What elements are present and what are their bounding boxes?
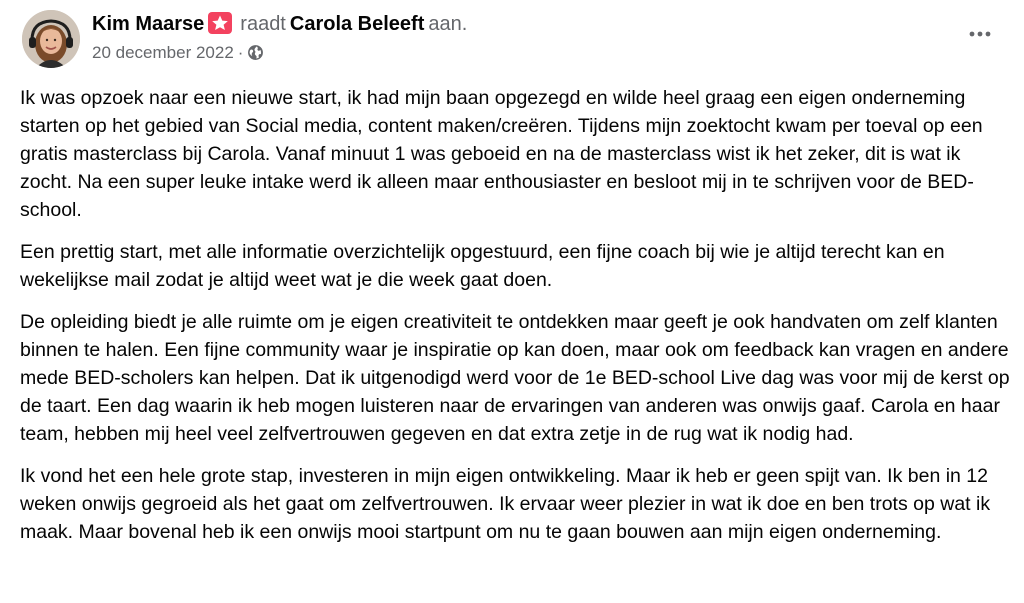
post-meta xyxy=(92,10,467,69)
post-header xyxy=(20,8,1004,72)
author-name[interactable]: Kim Maarse xyxy=(92,13,205,35)
post-subtitle-line xyxy=(92,40,467,69)
post-title-line xyxy=(92,10,467,38)
post-body xyxy=(20,84,1010,560)
recommend-suffix: aan. xyxy=(428,13,468,35)
more-options-icon[interactable] xyxy=(962,20,998,48)
post-paragraph: Ik vond het een hele grote stap, investeren in mijn eigen ontwikkeling. Maar ik heb er geen spijt van. Ik ben in 12 weken onwijs gegroeid als het gaat om zelfvertrouwen. Ik ervaar weer plezier in wat ik doe en ben trots op wat ik maak. Maar bovenal heb ik een onwijs mooi startpunt om nu te gaan bouwen aan mijn eigen onderneming. xyxy=(20,465,991,543)
separator: · xyxy=(237,43,244,62)
page-name[interactable]: Carola Beleeft xyxy=(289,13,425,35)
post-paragraph: Een prettig start, met alle informatie overzichtelijk opgestuurd, een fijne coach bij wie je altijd terecht kan en wekelijkse mail zodat je altijd weet wat je die week gaat doen. xyxy=(20,241,945,291)
post-date[interactable]: 20 december 2022 xyxy=(92,43,234,62)
star-badge-icon xyxy=(208,12,232,34)
post-paragraph: Ik was opzoek naar een nieuwe start, ik had mijn baan opgezegd en wilde heel graag een eigen onderneming starten op het gebied van Social media, content maken/creëren. Tijdens mijn zoektocht kwam per toeval op een gratis masterclass bij Carola. Vanaf minuut 1 was geboeid en na de masterclass wist ik het zeker, dit is wat ik zocht. Na een super leuke intake werd ik alleen maar enthousiaster en besloot mij in te schrijven voor de BED-school. xyxy=(20,87,983,221)
avatar[interactable] xyxy=(22,10,80,68)
globe-icon xyxy=(247,43,264,69)
post-paragraph: De opleiding biedt je alle ruimte om je eigen creativiteit te ontdekken maar geeft je ook handvaten om zelf klanten binnen te halen. Een fijne community waar je inspiratie op kan doen, maar ook om feedback kan vragen en andere mede BED-scholers kan helpen. Dat ik uitgenodigd werd voor de 1e BED-school Live dag was voor mij de kerst op de taart. Een dag waarin ik heb mogen luisteren naar de ervaringen van anderen was onwijs gaaf. Carola en haar team, hebben mij heel veel zelfvertrouwen gegeven en dat extra zetje in de rug wat ik nodig had. xyxy=(20,311,1010,445)
recommend-verb: raadt xyxy=(240,13,286,35)
avatar-image xyxy=(22,10,80,68)
